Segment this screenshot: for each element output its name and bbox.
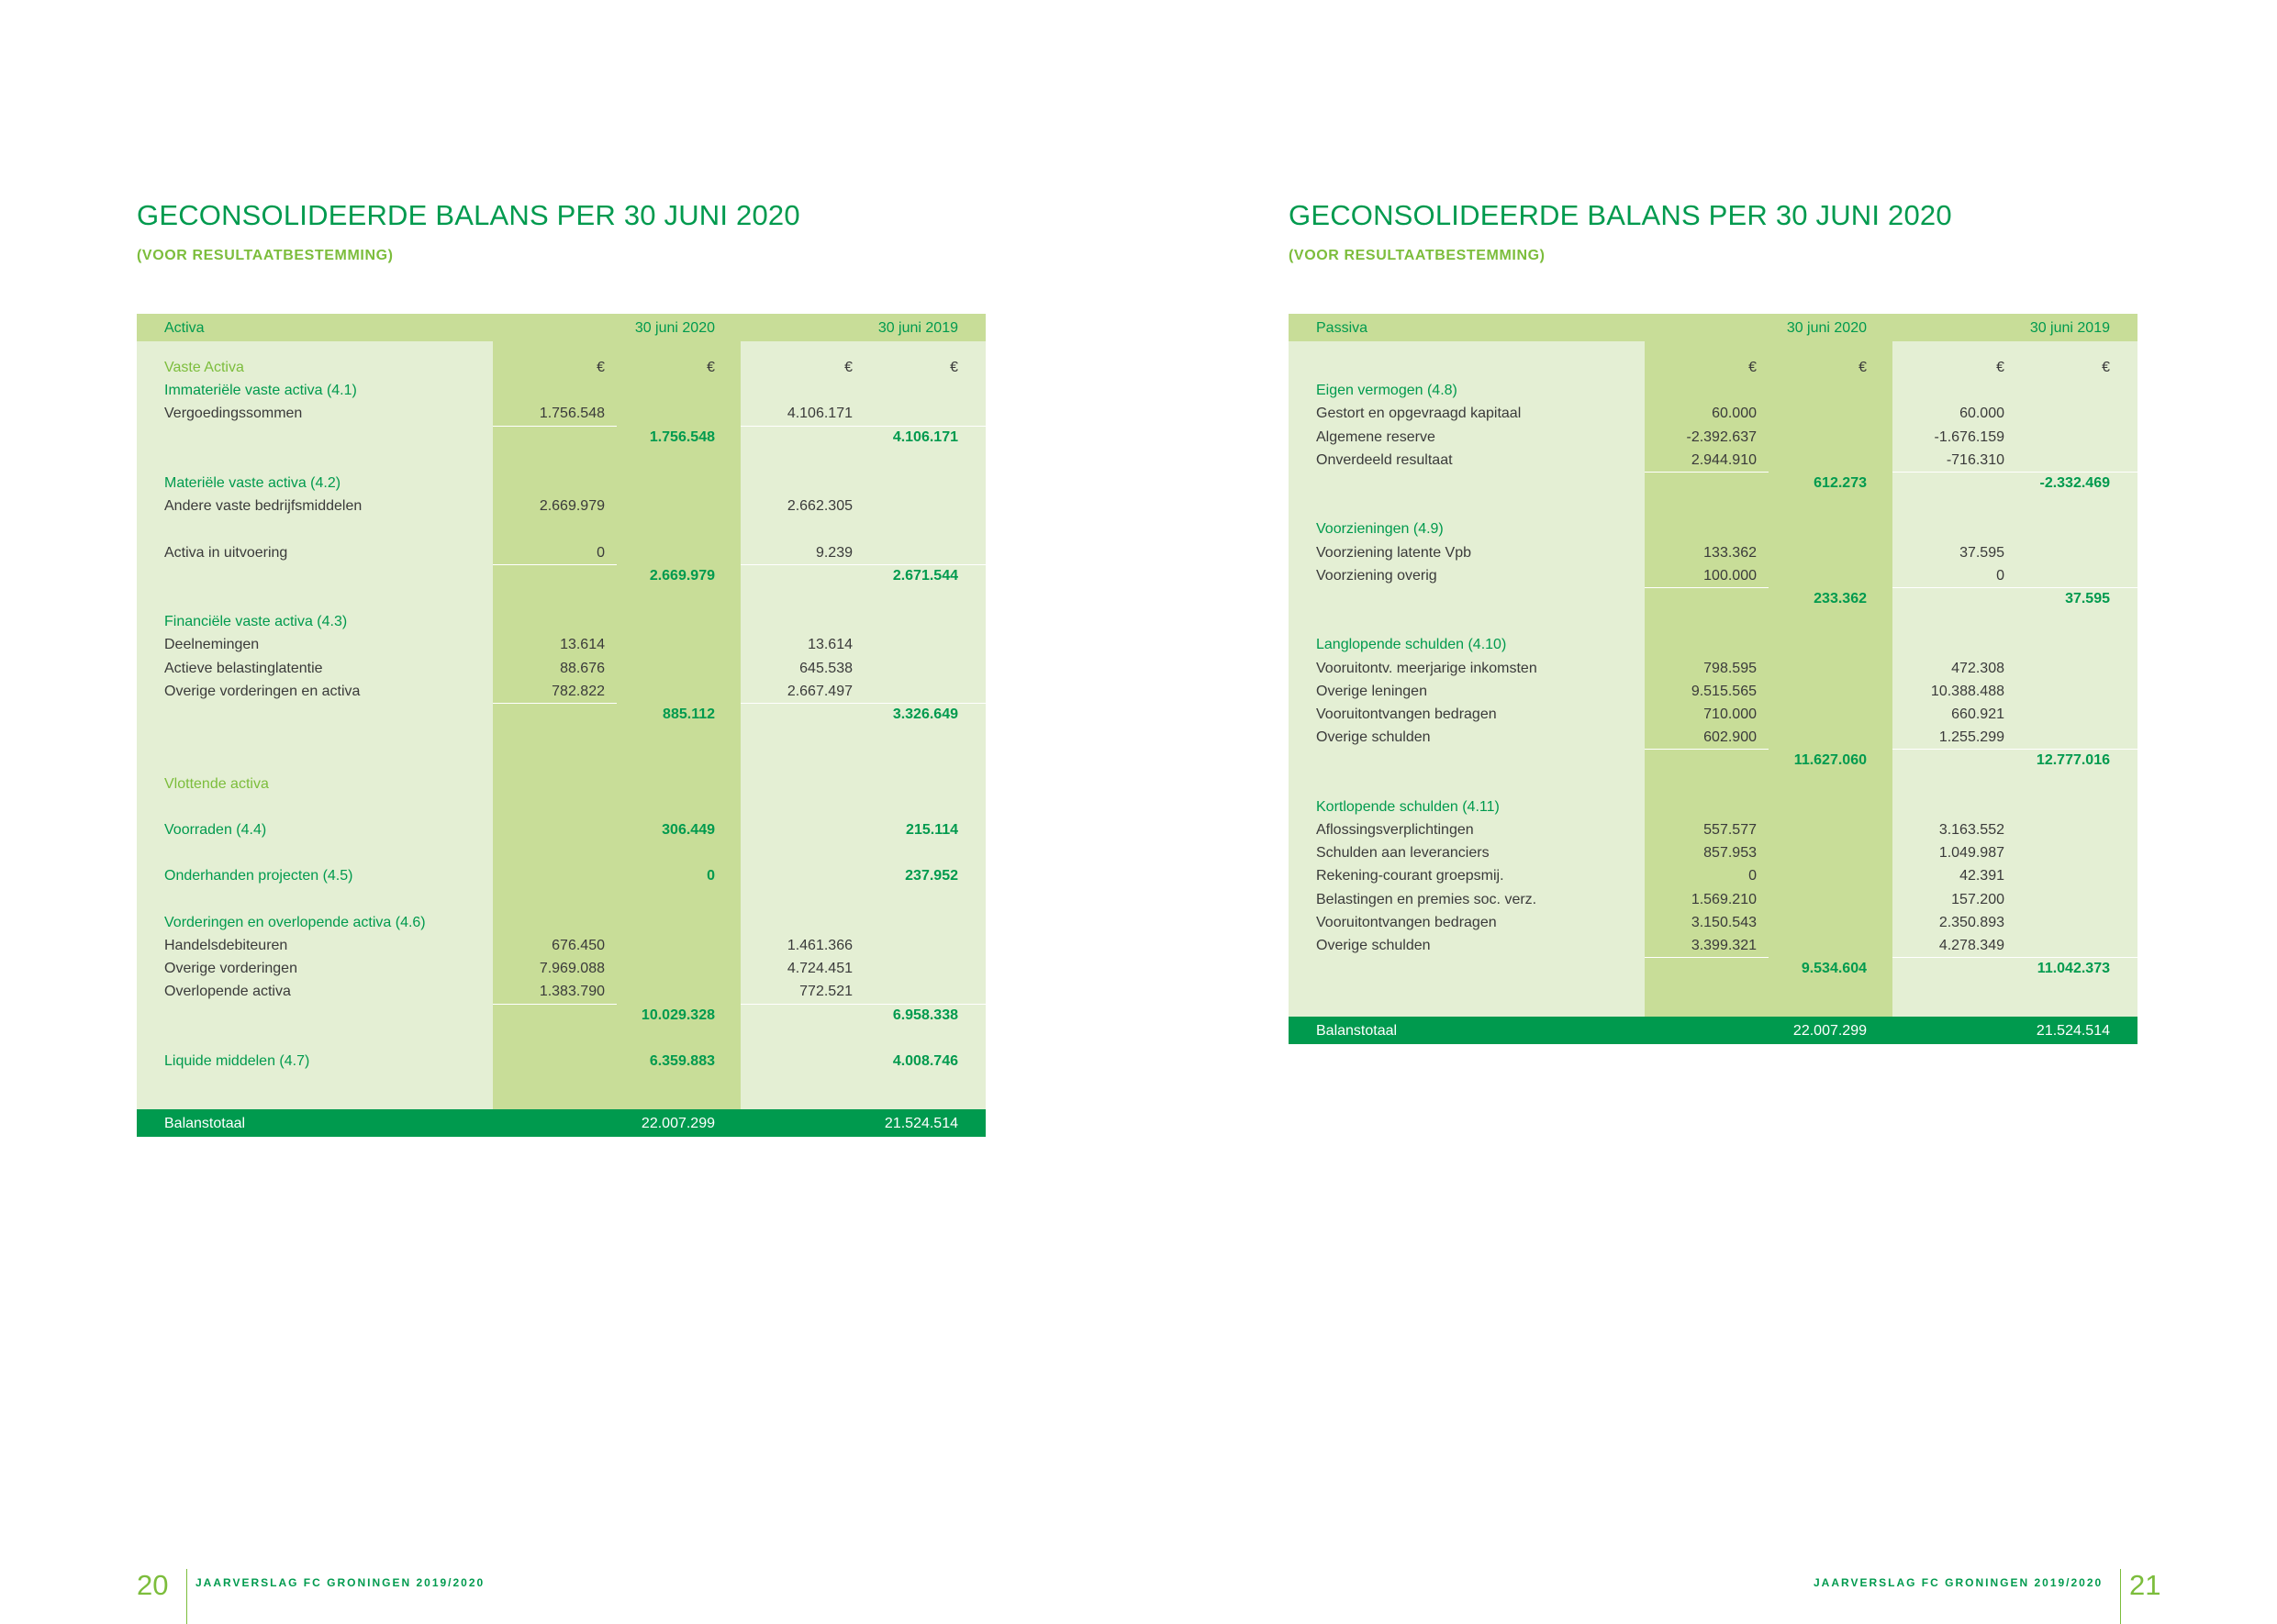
subtotal-rule <box>1645 749 1769 750</box>
footer-divider <box>186 1569 187 1624</box>
value-2019-detail: 1.049.987 <box>1938 845 2004 862</box>
row-label: Onverdeeld resultaat <box>1316 451 1453 468</box>
table-row <box>1289 379 2137 402</box>
left-page <box>0 0 1138 1609</box>
subtotal-rule <box>1645 472 1769 473</box>
page-title: GECONSOLIDEERDE BALANS PER 30 JUNI 2020 <box>137 199 800 231</box>
currency-symbol: € <box>1748 360 1757 375</box>
table-row <box>137 703 986 726</box>
section-heading: Financiële vaste activa (4.3) <box>164 614 348 630</box>
table-row <box>137 356 986 379</box>
row-label: Voorziening overig <box>1316 567 1437 584</box>
value-2019-detail: 3.163.552 <box>1938 822 2004 838</box>
group-heading: Vlottende activa <box>164 775 269 792</box>
row-label: Rekening-courant groepsmij. <box>1316 868 1504 884</box>
total-2020: 22.007.299 <box>641 1116 715 1132</box>
row-label: Andere vaste bedrijfsmiddelen <box>164 498 363 515</box>
section-heading: Liquide middelen (4.7) <box>164 1053 310 1069</box>
total-2019: 21.524.514 <box>2036 1023 2110 1040</box>
value-2020-subtotal: 233.362 <box>1814 591 1867 606</box>
table-row <box>137 1027 986 1050</box>
table-row <box>1289 610 2137 633</box>
table-row <box>137 472 986 495</box>
value-2020-detail: 60.000 <box>1712 406 1757 422</box>
value-2020-detail: 857.953 <box>1703 845 1757 862</box>
value-2019-subtotal: 237.952 <box>905 868 958 884</box>
value-2020-detail: -2.392.637 <box>1686 428 1757 445</box>
table-row <box>137 818 986 841</box>
subtotal-rule <box>1892 957 2137 958</box>
subtotal-rule <box>1645 587 1769 588</box>
row-label: Overlopende activa <box>164 984 291 1000</box>
table-row <box>137 795 986 818</box>
table-row <box>1289 356 2137 379</box>
table-row <box>1289 703 2137 726</box>
table-row <box>1289 495 2137 517</box>
table-row <box>137 541 986 564</box>
row-label: Schulden aan leveranciers <box>1316 845 1490 862</box>
subtotal-rule <box>741 703 986 704</box>
subtotal-rule <box>493 564 617 565</box>
value-2020-detail: 2.944.910 <box>1691 451 1757 468</box>
table-row <box>137 1004 986 1027</box>
value-2019-detail: 42.391 <box>1959 868 2004 884</box>
value-2020-detail: 3.399.321 <box>1691 938 1757 953</box>
row-label: Activa in uitvoering <box>164 544 288 561</box>
row-label: Belastingen en premies soc. verz. <box>1316 891 1537 907</box>
table-row <box>1289 773 2137 795</box>
subtotal-rule <box>1892 472 2137 473</box>
row-label: Overige schulden <box>1316 938 1431 953</box>
table-header <box>1289 314 2137 341</box>
page-title: GECONSOLIDEERDE BALANS PER 30 JUNI 2020 <box>1289 199 1952 231</box>
table-row <box>1289 726 2137 749</box>
row-label: Actieve belastinglatentie <box>164 660 323 676</box>
row-label: Algemene reserve <box>1316 428 1435 445</box>
subtotal-rule <box>741 564 986 565</box>
header-col-2020: 30 juni 2020 <box>634 320 715 336</box>
table-row <box>137 610 986 633</box>
value-2020-detail: 133.362 <box>1703 544 1757 561</box>
value-2019-detail: 157.200 <box>1951 891 2004 907</box>
value-2019-detail: 60.000 <box>1959 406 2004 422</box>
row-label: Overige vorderingen en activa <box>164 683 361 699</box>
value-2020-detail: 3.150.543 <box>1691 914 1757 930</box>
value-2019-detail: 2.667.497 <box>787 683 853 699</box>
subtotal-rule <box>493 426 617 427</box>
value-2020-subtotal: 2.669.979 <box>649 567 715 584</box>
row-label: Deelnemingen <box>164 637 260 653</box>
value-2019-detail: 37.595 <box>1959 544 2004 561</box>
balance-total-row <box>137 1109 986 1137</box>
table-row <box>1289 911 2137 934</box>
value-2020-detail: 9.515.565 <box>1691 683 1757 699</box>
value-2020-subtotal: 6.359.883 <box>649 1053 715 1069</box>
value-2019-detail: 10.388.488 <box>1930 683 2004 699</box>
table-header <box>137 314 986 341</box>
page-subtitle: (VOOR RESULTAATBESTEMMING) <box>1289 248 1546 263</box>
value-2020-detail: 1.756.548 <box>539 406 605 422</box>
value-2020-detail: 557.577 <box>1703 822 1757 838</box>
footer-text: JAARVERSLAG FC GRONINGEN 2019/2020 <box>1814 1576 2104 1589</box>
currency-symbol: € <box>597 360 605 375</box>
subtotal-rule <box>493 703 617 704</box>
table-row <box>137 911 986 934</box>
table-row <box>1289 934 2137 957</box>
row-label: Overige leningen <box>1316 683 1427 699</box>
value-2019-detail: 13.614 <box>808 637 853 653</box>
value-2019-detail: 1.255.299 <box>1938 729 2004 746</box>
section-heading: Vorderingen en overlopende activa (4.6) <box>164 914 426 930</box>
total-2020: 22.007.299 <box>1792 1023 1867 1040</box>
value-2020-subtotal: 612.273 <box>1814 475 1867 491</box>
value-2019-detail: -716.310 <box>1946 451 2004 468</box>
table-row <box>137 680 986 703</box>
value-2019-detail: 4.724.451 <box>787 961 853 977</box>
table-row <box>1289 633 2137 656</box>
row-label: Gestort en opgevraagd kapitaal <box>1316 406 1522 422</box>
currency-symbol: € <box>1858 360 1867 375</box>
row-label: Overige vorderingen <box>164 961 297 977</box>
table-row <box>1289 841 2137 864</box>
row-label: Vooruitontvangen bedragen <box>1316 914 1497 930</box>
value-2019-detail: 2.662.305 <box>787 498 853 515</box>
table-row <box>1289 541 2137 564</box>
row-label: Aflossingsverplichtingen <box>1316 822 1474 838</box>
value-2020-subtotal: 0 <box>707 868 715 884</box>
section-heading: Immateriële vaste activa (4.1) <box>164 383 357 399</box>
table-row <box>137 517 986 540</box>
value-2019-detail: 0 <box>1996 567 2004 584</box>
footer-divider <box>2120 1569 2121 1624</box>
section-heading: Voorraden (4.4) <box>164 822 267 838</box>
table-row <box>1289 957 2137 980</box>
table-row <box>137 564 986 587</box>
value-2020-detail: 0 <box>1748 868 1757 884</box>
table-row <box>1289 426 2137 449</box>
total-label: Balanstotaal <box>1316 1023 1398 1040</box>
table-row <box>1289 472 2137 495</box>
table-row <box>137 587 986 610</box>
page-number: 21 <box>2129 1569 2161 1601</box>
currency-symbol: € <box>844 360 853 375</box>
table-row <box>1289 449 2137 472</box>
subtotal-rule <box>1892 587 2137 588</box>
page-number: 20 <box>137 1569 169 1601</box>
subtotal-rule <box>1645 957 1769 958</box>
table-row <box>1289 818 2137 841</box>
value-2020-subtotal: 885.112 <box>663 706 715 722</box>
value-2019-subtotal: 215.114 <box>906 822 958 838</box>
table-row <box>137 957 986 980</box>
value-2020-detail: 1.383.790 <box>539 984 605 1000</box>
table-row <box>137 426 986 449</box>
value-2020-subtotal: 1.756.548 <box>649 428 715 445</box>
value-2019-subtotal: 12.777.016 <box>2036 752 2110 769</box>
table-row <box>137 657 986 680</box>
value-2020-subtotal: 306.449 <box>662 822 715 838</box>
section-heading: Kortlopende schulden (4.11) <box>1316 798 1500 815</box>
value-2019-subtotal: 4.008.746 <box>892 1053 958 1069</box>
subtotal-rule <box>493 1004 617 1005</box>
value-2020-detail: 100.000 <box>1703 567 1757 584</box>
table-row <box>1289 680 2137 703</box>
total-label: Balanstotaal <box>164 1116 246 1132</box>
table-row <box>137 749 986 772</box>
value-2019-subtotal: 11.042.373 <box>2037 961 2110 977</box>
value-2019-subtotal: 2.671.544 <box>892 567 958 584</box>
table-row <box>137 888 986 911</box>
value-2019-detail: 9.239 <box>815 544 853 561</box>
table-row <box>137 864 986 887</box>
value-2019-subtotal: 3.326.649 <box>892 706 958 722</box>
value-2019-subtotal: 37.595 <box>2065 591 2110 606</box>
group-heading: Vaste Activa <box>164 360 244 375</box>
header-label: Passiva <box>1316 320 1368 336</box>
table-row <box>137 934 986 957</box>
section-heading: Materiële vaste activa (4.2) <box>164 475 341 491</box>
table-row <box>137 402 986 425</box>
value-2019-detail: 660.921 <box>1951 706 2004 722</box>
section-heading: Langlopende schulden (4.10) <box>1316 637 1507 653</box>
value-2020-subtotal: 10.029.328 <box>641 1007 715 1023</box>
value-2020-detail: 602.900 <box>1703 729 1757 746</box>
table-row <box>1289 749 2137 772</box>
row-label: Vooruitontvangen bedragen <box>1316 706 1497 722</box>
row-label: Voorziening latente Vpb <box>1316 544 1472 561</box>
value-2019-detail: 2.350.893 <box>1938 914 2004 930</box>
value-2020-detail: 0 <box>597 544 605 561</box>
table-row <box>137 633 986 656</box>
row-label: Vooruitontv. meerjarige inkomsten <box>1316 660 1537 676</box>
value-2019-subtotal: 4.106.171 <box>892 428 958 445</box>
value-2020-detail: 710.000 <box>1703 706 1757 722</box>
table-row <box>1289 795 2137 818</box>
value-2019-detail: 1.461.366 <box>787 938 853 953</box>
table-row <box>1289 888 2137 911</box>
value-2020-subtotal: 9.534.604 <box>1801 961 1867 977</box>
section-heading: Onderhanden projecten (4.5) <box>164 868 353 884</box>
table-row <box>137 495 986 517</box>
currency-symbol: € <box>707 360 715 375</box>
value-2020-detail: 1.569.210 <box>1691 891 1757 907</box>
value-2019-subtotal: -2.332.469 <box>2039 475 2110 491</box>
currency-symbol: € <box>950 360 958 375</box>
value-2019-detail: -1.676.159 <box>1934 428 2004 445</box>
section-heading: Eigen vermogen (4.8) <box>1316 383 1457 399</box>
table-row <box>1289 564 2137 587</box>
table-row <box>1289 657 2137 680</box>
value-2020-detail: 2.669.979 <box>539 498 605 515</box>
section-heading: Voorzieningen (4.9) <box>1316 521 1444 538</box>
value-2020-detail: 798.595 <box>1703 660 1757 676</box>
table-row <box>137 379 986 402</box>
subtotal-rule <box>741 1004 986 1005</box>
table-row <box>137 1050 986 1073</box>
table-row <box>1289 517 2137 540</box>
value-2020-detail: 782.822 <box>552 683 605 699</box>
header-col-2020: 30 juni 2020 <box>1786 320 1867 336</box>
value-2020-detail: 13.614 <box>560 637 605 653</box>
header-col-2019: 30 juni 2019 <box>2029 320 2110 336</box>
subtotal-rule <box>1892 749 2137 750</box>
row-label: Handelsdebiteuren <box>164 938 288 953</box>
table-row <box>1289 402 2137 425</box>
value-2019-detail: 4.278.349 <box>1938 938 2004 953</box>
table-row <box>137 726 986 749</box>
table-row <box>137 449 986 472</box>
table-row <box>137 773 986 795</box>
currency-symbol: € <box>2102 360 2110 375</box>
balance-total-row <box>1289 1017 2137 1044</box>
subtotal-rule <box>741 426 986 427</box>
table-row <box>137 841 986 864</box>
value-2019-detail: 472.308 <box>1951 660 2004 676</box>
table-row <box>1289 587 2137 610</box>
header-col-2019: 30 juni 2019 <box>877 320 958 336</box>
row-label: Vergoedingssommen <box>164 406 303 422</box>
header-label: Activa <box>164 320 205 336</box>
page-subtitle: (VOOR RESULTAATBESTEMMING) <box>137 248 394 263</box>
value-2019-detail: 645.538 <box>799 660 853 676</box>
total-2019: 21.524.514 <box>884 1116 958 1132</box>
table-row <box>1289 864 2137 887</box>
row-label: Overige schulden <box>1316 729 1431 746</box>
value-2020-subtotal: 11.627.060 <box>1793 752 1867 769</box>
value-2020-detail: 676.450 <box>552 938 605 953</box>
value-2019-detail: 772.521 <box>799 984 853 1000</box>
value-2020-detail: 7.969.088 <box>539 961 605 977</box>
value-2019-detail: 4.106.171 <box>787 406 853 422</box>
table-row <box>137 980 986 1003</box>
value-2020-detail: 88.676 <box>560 660 605 676</box>
right-page <box>1139 0 2277 1609</box>
footer-text: JAARVERSLAG FC GRONINGEN 2019/2020 <box>195 1576 486 1589</box>
currency-symbol: € <box>1996 360 2004 375</box>
value-2019-subtotal: 6.958.338 <box>892 1007 958 1023</box>
